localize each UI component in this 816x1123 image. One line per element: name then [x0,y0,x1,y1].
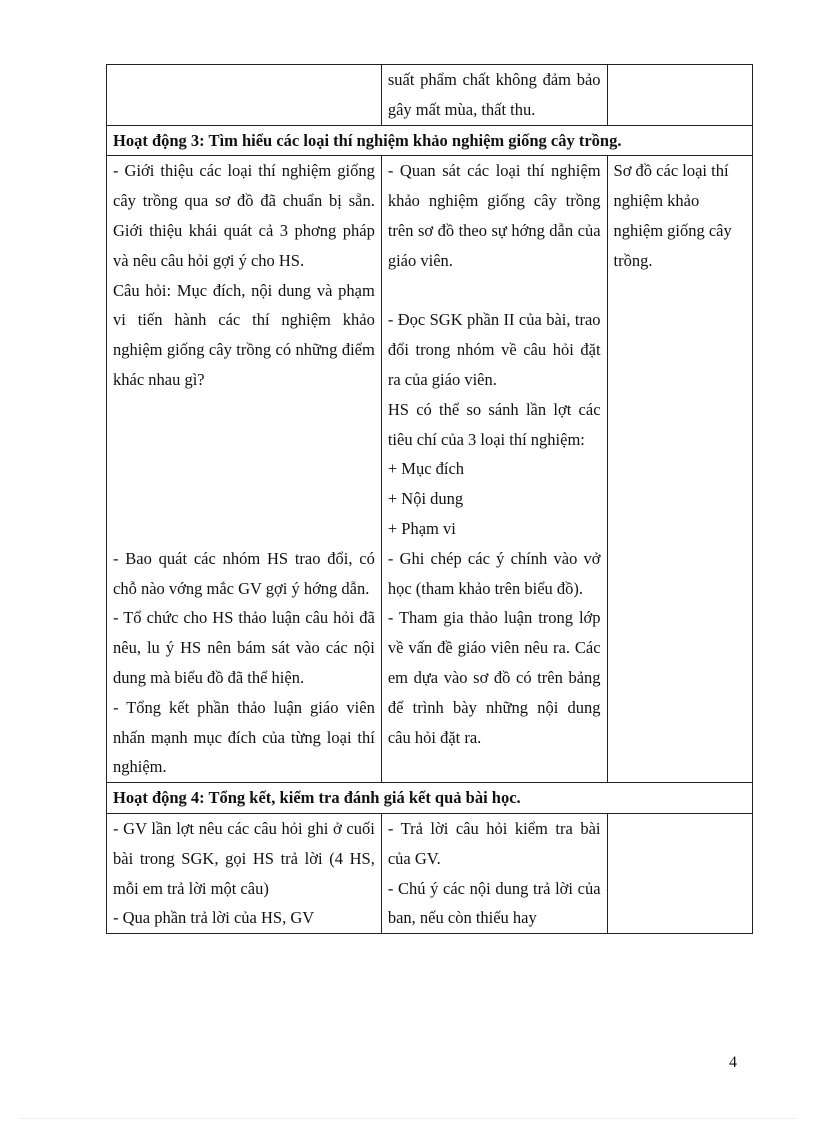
activity-4-heading: Hoạt động 4: Tổng kết, kiểm tra đánh giá kết quả bài học. [107,783,753,814]
student-paragraph: HS có thể so sánh lần lợt các tiêu chí của 3 loại thí nghiệm: [387,399,601,449]
teacher-paragraph: - GV lần lợt nêu các câu hỏi ghi ở cuối bài trong SGK, gọi HS trả lời (4 HS, mỗi em trả lời một câu) [113,818,375,898]
lesson-plan-table [106,64,753,934]
activity-4-teacher-cell [107,813,382,933]
teacher-paragraph: - Bao quát các nhóm HS trao đổi, có chỗ nào vớng mắc GV gợi ý hớng dẫn. [113,548,375,598]
teacher-paragraph: - Tổng kết phần thảo luận giáo viên nhấn mạnh mục đích của từng loại thí nghiệm. [113,697,375,777]
continuation-student-cell: suất phẩm chất không đảm bảo gây mất mùa, thất thu. [381,65,607,126]
activity-4-student-cell [381,813,607,933]
student-paragraph: + Mục đích [387,459,465,479]
page-bottom-divider [20,1118,796,1119]
teacher-paragraph: Câu hỏi: Mục đích, nội dung và phạm vi tiến hành các thí nghiệm khảo nghiệm giống cây trồng có những điểm khác nhau gì? [113,280,375,389]
table-row [107,783,753,814]
student-paragraph: + Phạm vi [387,518,456,538]
activity-4-materials-cell [607,813,752,933]
table-row [107,125,753,156]
teacher-paragraph: - Tổ chức cho HS thảo luận câu hỏi đã nêu, lu ý HS nên bám sát vào các nội dung mà biểu đồ đã thể hiện. [113,608,375,687]
student-paragraph: - Chú ý các nội dung trả lời của ban, nếu còn thiếu hay [387,878,601,928]
teacher-paragraph: - Qua phần trả lời của HS, GV [113,908,315,928]
table-row [107,156,753,783]
student-paragraph: - Ghi chép các ý chính vào vở học (tham khảo trên biểu đồ). [387,548,601,598]
continuation-teacher-cell [107,65,382,126]
activity-3-heading: Hoạt động 3: Tìm hiểu các loại thí nghiệm khảo nghiệm giống cây trồng. [107,125,753,156]
teacher-paragraph: - Giới thiệu các loại thí nghiệm giống cây trồng qua sơ đồ đã chuẩn bị sẵn. Giới thiệu khái quát cả 3 phơng pháp và nêu câu hỏi gợi ý cho HS. [113,161,375,270]
continuation-materials-cell [607,65,752,126]
student-paragraph: - Trả lời câu hỏi kiểm tra bài của GV. [387,818,601,868]
activity-3-materials-cell: Sơ đồ các loại thí nghiệm khảo nghiệm giống cây trồng. [607,156,752,783]
student-paragraph: - Đọc SGK phần II của bài, trao đổi trong nhóm về câu hỏi đặt ra của giáo viên. [387,310,601,389]
student-paragraph: - Tham gia thảo luận trong lớp về vấn đề giáo viên nêu ra. Các em dựa vào sơ đồ có trên bảng để trình bày những nội dung câu hỏi đặt ra. [387,608,601,747]
activity-3-teacher-cell [107,156,382,783]
activity-3-student-cell [381,156,607,783]
student-paragraph: - Quan sát các loại thí nghiệm khảo nghiệm giống cây trồng trên sơ đồ theo sự hớng dẫn của giáo viên. [387,161,601,270]
table-row [107,813,753,933]
table-row [107,65,753,126]
student-paragraph: + Nội dung [387,489,464,509]
page-number: 4 [729,1054,737,1071]
